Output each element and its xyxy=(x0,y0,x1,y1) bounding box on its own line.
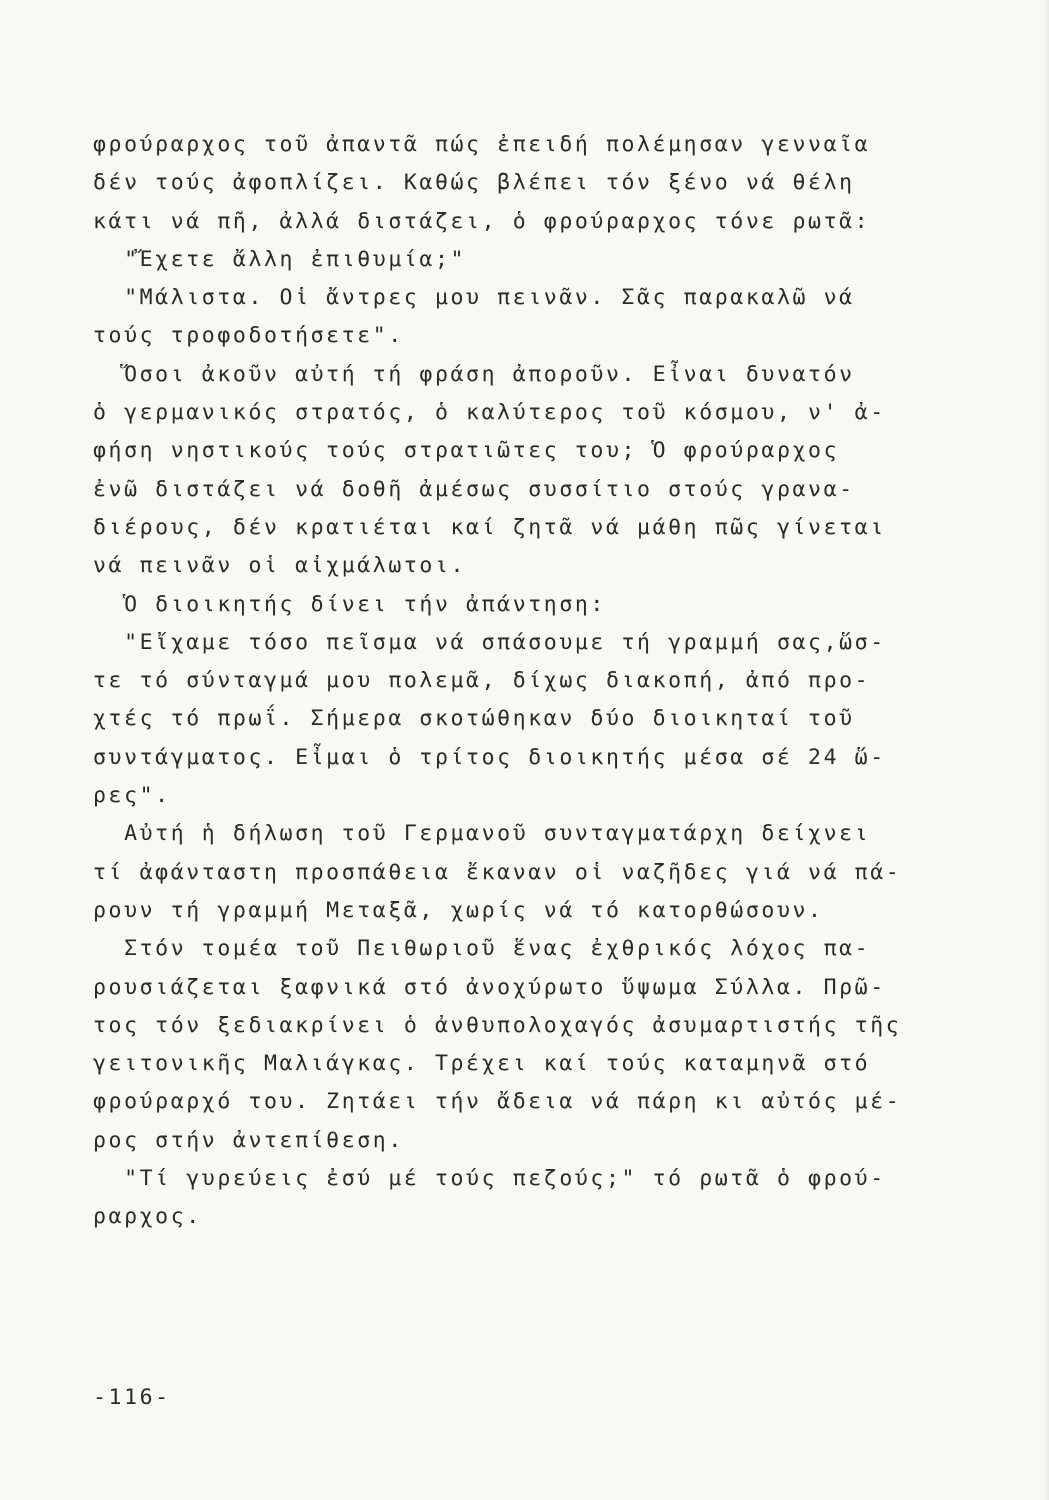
text-line: "Μάλιστα. Οἱ ἄντρες μου πεινᾶν. Σᾶς παρακαλῶ νά xyxy=(93,285,855,311)
text-line: γειτονικῆς Μαλιάγκας. Τρέχει καί τούς καταμηνᾶ στό xyxy=(93,1051,871,1077)
text-line: δέν τούς ἀφοπλίζει. Καθώς βλέπει τόν ξένο νά θέλη xyxy=(93,170,855,196)
page-edge xyxy=(1043,0,1049,1500)
text-line: ρουν τή γραμμή Μεταξᾶ, χωρίς νά τό κατορθώσουν. xyxy=(93,897,824,923)
text-line: φήση νηστικούς τούς στρατιῶτες του; Ὁ φρούραρχος xyxy=(93,438,840,464)
text-line: Αὐτή ἡ δήλωση τοῦ Γερμανοῦ συνταγματάρχη δείχνει xyxy=(93,821,871,847)
text-line: Ὁ διοικητής δίνει τήν ἀπάντηση: xyxy=(93,591,606,617)
text-line: συντάγματος. Εἶμαι ὁ τρίτος διοικητής μέσα σέ 24 ὥ- xyxy=(93,744,886,770)
text-line: φρούραρχος τοῦ ἀπαντᾶ πώς ἐπειδή πολέμησαν γενναῖα xyxy=(93,132,871,157)
text-line: Στόν τομέα τοῦ Πειθωριοῦ ἕνας ἐχθρικός λόχος πα- xyxy=(93,936,871,962)
text-line: φρούραρχό του. Ζητάει τήν ἄδεια νά πάρη κι αὐτός μέ- xyxy=(93,1089,902,1115)
text-line: τος τόν ξεδιακρίνει ὁ ἀνθυπολοχαγός ἀσυμαρτιστής τῆς xyxy=(93,1012,902,1038)
text-line: "Εἴχαμε τόσο πεῖσμα νά σπάσουμε τή γραμμή σας,ὥσ- xyxy=(93,629,886,655)
text-line: ὁ γερμανικός στρατός, ὁ καλύτερος τοῦ κόσμου, ν' ἀ- xyxy=(93,400,886,426)
text-line: ρουσιάζεται ξαφνικά στό ἀνοχύρωτο ὕψωμα Σύλλα. Πρῶ- xyxy=(93,974,886,1000)
text-line: τούς τροφοδοτήσετε". xyxy=(93,323,404,349)
text-line: κάτι νά πῆ, ἀλλά διστάζει, ὁ φρούραρχος τόνε ρωτᾶ: xyxy=(93,208,871,234)
text-line: ἐνῶ διστάζει νά δοθῆ ἀμέσως συσσίτιο στούς γρανα- xyxy=(93,476,855,502)
text-line: "Ἔχετε ἄλλη ἐπιθυμία;" xyxy=(93,246,467,272)
text-line: Ὅσοι ἀκοῦν αὐτή τή φράση ἀποροῦν. Εἶναι δυνατόν xyxy=(93,361,855,387)
text-line: χτές τό πρωΐ. Σήμερα σκοτώθηκαν δύο διοικηταί τοῦ xyxy=(93,706,855,732)
text-line: ρες". xyxy=(93,783,171,809)
text-line: νά πεινᾶν οἱ αἰχμάλωτοι. xyxy=(93,553,467,579)
text-line: "Τί γυρεύεις ἐσύ μέ τούς πεζούς;" τό ρωτᾶ ὁ φρού- xyxy=(93,1166,886,1192)
text-line: διέρους, δέν κρατιέται καί ζητᾶ νά μάθη πῶς γίνεται xyxy=(93,514,886,540)
text-line: τί ἀφάνταστη προσπάθεια ἔκαναν οἱ ναζῆδες γιά νά πά- xyxy=(93,859,902,885)
text-line: τε τό σύνταγμά μου πολεμᾶ, δίχως διακοπή, ἀπό προ- xyxy=(93,668,871,694)
text-line: ραρχος. xyxy=(93,1204,202,1230)
body-text xyxy=(93,126,983,1237)
page-number: -116- xyxy=(93,1385,171,1410)
text-line: ρος στήν ἀντεπίθεση. xyxy=(93,1127,404,1153)
